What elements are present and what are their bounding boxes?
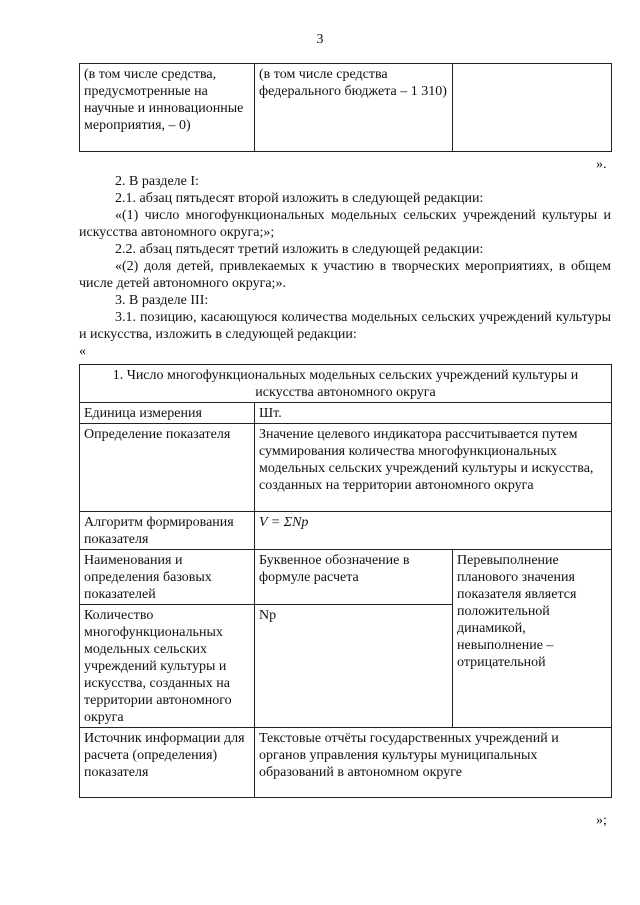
opening-quote: « — [79, 344, 86, 359]
base-indicators-label: Наименования и определения базовых показателей — [80, 550, 255, 605]
definition-value: Значение целевого индикатора рассчитывается путем суммирования количества многофункциональных модельных сельских учреждений культуры и искусства, созданных на территории автономного округа — [255, 424, 612, 512]
section-2-heading: 2. В разделе I: — [115, 174, 199, 189]
algorithm-formula: V = ΣNp — [255, 512, 612, 550]
budget-cell-3 — [453, 64, 612, 152]
item-2-1-text: «(1) число многофункциональных модельных сельских учреждений культуры и искусства автономного округа;»; — [79, 208, 611, 240]
definition-label: Определение показателя — [80, 424, 255, 512]
item-3-1: 3.1. позицию, касающуюся количества модельных сельских учреждений культуры и искусства, изложить в следующей редакции: — [79, 310, 611, 342]
item-2-2-text: «(2) доля детей, привлекаемых к участию в творческих мероприятиях, в общем числе детей автономного округа;». — [79, 259, 611, 291]
algorithm-label: Алгоритм формирования показателя — [80, 512, 255, 550]
indicator-passport-table — [79, 364, 612, 798]
source-value: Текстовые отчёты государственных учреждений и органов управления культуры муниципальных образований в автономном округе — [255, 728, 612, 798]
source-label: Источник информации для расчета (определения) показателя — [80, 728, 255, 798]
closing-quote-semicolon: »; — [596, 813, 607, 828]
unit-label: Единица измерения — [80, 403, 255, 424]
budget-table-fragment — [79, 63, 612, 152]
page-number: 3 — [316, 32, 324, 47]
item-2-1: 2.1. абзац пятьдесят второй изложить в следующей редакции: — [115, 191, 484, 206]
item-2-2: 2.2. абзац пятьдесят третий изложить в следующей редакции: — [115, 242, 484, 257]
section-3-heading: 3. В разделе III: — [115, 293, 209, 308]
closing-quote: ». — [596, 157, 607, 172]
indicator-title: 1. Число многофункциональных модельных сельских учреждений культуры и искусства автономного округа — [80, 365, 612, 403]
unit-value: Шт. — [255, 403, 612, 424]
quantity-label: Количество многофункциональных модельных сельских учреждений культуры и искусства, созданных на территории автономного округа — [80, 605, 255, 728]
letter-notation-label: Буквенное обозначение в формуле расчета — [255, 550, 453, 605]
quantity-symbol: Np — [255, 605, 453, 728]
dynamics-note: Перевыполнение планового значения показателя является положительной динамикой, невыполнение – отрицательной — [453, 550, 612, 728]
budget-cell-2: (в том числе средства федерального бюджета – 1 310) — [255, 64, 453, 152]
budget-cell-1: (в том числе средства, предусмотренные на научные и инновационные мероприятия, – 0) — [80, 64, 255, 152]
